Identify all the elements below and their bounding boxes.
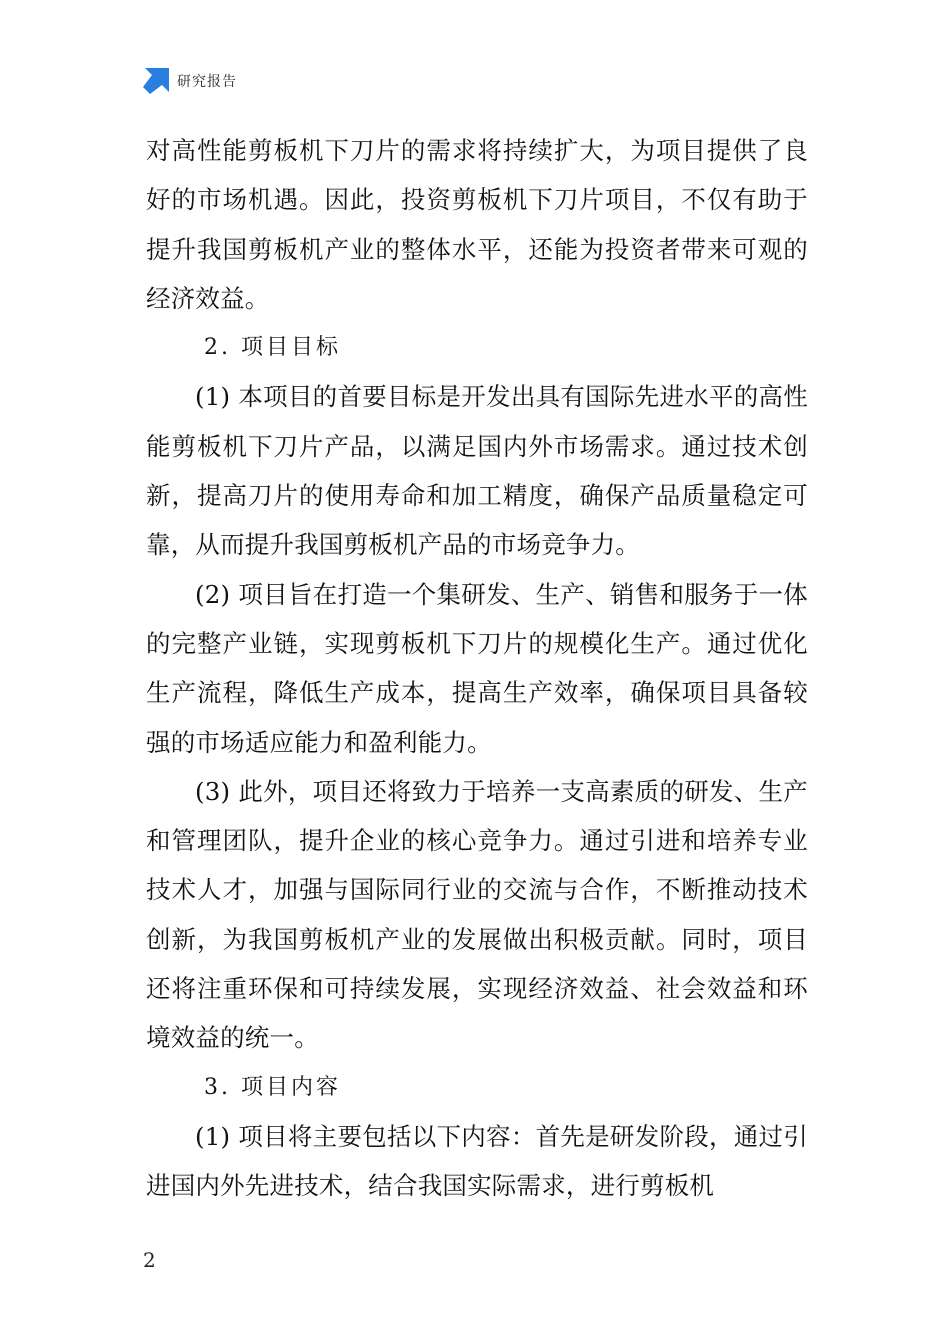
section-heading-project-content: 3. 项目内容 [204, 1074, 341, 1100]
page-number: 2 [143, 1248, 156, 1272]
paragraph-goal-2: (2) 项目旨在打造一个集研发、生产、销售和服务于一体的完整产业链，实现剪板机下刀片的规模化生产。通过优化生产流程，降低生产成本，提高生产效率，确保项目具备较强的市场适应能力和盈利能力。 [146, 579, 808, 757]
arrow-up-right-icon [143, 68, 169, 94]
document-body [146, 126, 808, 1211]
section-heading-project-goals: 2. 项目目标 [204, 335, 341, 361]
header-title: 研究报告 [177, 74, 237, 90]
paragraph-content-1: (1) 项目将主要包括以下内容：首先是研发阶段，通过引进国内外先进技术，结合我国实际需求，进行剪板机 [146, 1121, 808, 1201]
paragraph-goal-1: (1) 本项目的首要目标是开发出具有国际先进水平的高性能剪板机下刀片产品，以满足国内外市场需求。通过技术创新，提高刀片的使用寿命和加工精度，确保产品质量稳定可靠，从而提升我国剪板机产品的市场竞争力。 [146, 382, 808, 560]
paragraph-goal-3: (3) 此外，项目还将致力于培养一支高素质的研发、生产和管理团队，提升企业的核心竞争力。通过引进和培养专业技术人才，加强与国际同行业的交流与合作，不断推动技术创新，为我国剪板机产业的发展做出积极贡献。同时，项目还将注重环保和可持续发展，实现经济效益、社会效益和环境效益的统一。 [146, 776, 808, 1053]
page-header [143, 66, 237, 96]
paragraph-continuation: 对高性能剪板机下刀片的需求将持续扩大，为项目提供了良好的市场机遇。因此，投资剪板机下刀片项目，不仅有助于提升我国剪板机产业的整体水平，还能为投资者带来可观的经济效益。 [146, 136, 808, 313]
